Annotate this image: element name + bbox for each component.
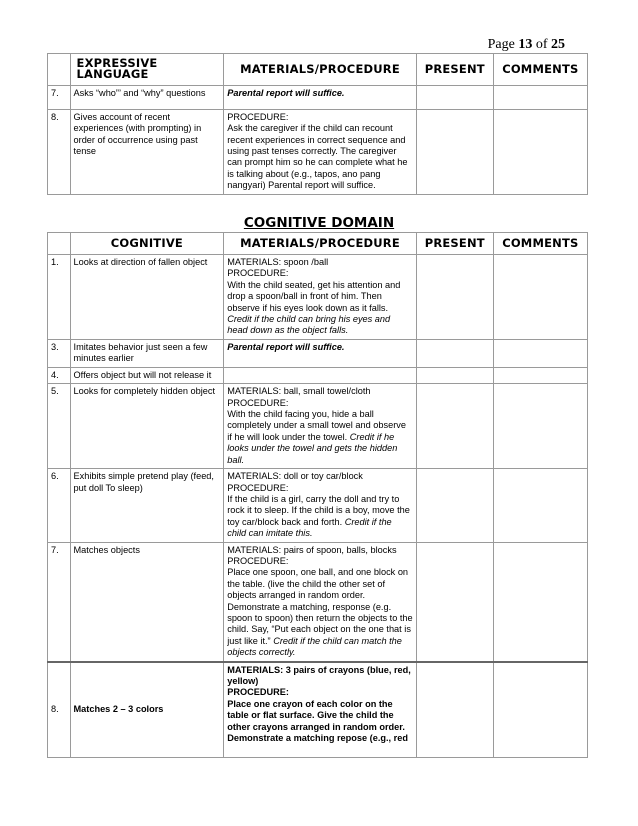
cognitive-table [47, 232, 588, 758]
present-cell[interactable] [416, 109, 493, 194]
present-cell[interactable] [416, 367, 493, 383]
comments-cell[interactable] [493, 384, 587, 469]
table-row: 7. Asks “who”’ and “why” questions Parental report will suffice. [48, 85, 588, 109]
comments-cell[interactable] [493, 367, 587, 383]
table-row: 8. Matches 2 – 3 colors MATERIALS: 3 pairs of crayons (blue, red, yellow) PROCEDURE: Place one crayon of each color on the table or flat surface. Give the child the other crayons arranged in random order. Demonstrate a matching repose (e.g., red [48, 662, 588, 758]
present-cell[interactable] [416, 85, 493, 109]
comments-cell[interactable] [493, 339, 587, 367]
header-skill: COGNITIVE [70, 233, 224, 255]
table-row: 4. Offers object but will not release it [48, 367, 588, 383]
present-cell[interactable] [416, 542, 493, 662]
table-row: 1. Looks at direction of fallen object MATERIALS: spoon /ball PROCEDURE: With the child seated, get his attention and drop a spoon/ball in front of him. Then observe if his eyes look down as it falls. Credit if the child can bring his eyes and head down as the object falls. [48, 255, 588, 340]
present-cell[interactable] [416, 255, 493, 340]
header-skill: EXPRESSIVE LANGUAGE [70, 54, 224, 86]
header-comments: COMMENTS [493, 233, 587, 255]
comments-cell[interactable] [493, 469, 587, 542]
present-cell[interactable] [416, 339, 493, 367]
section-title: COGNITIVE DOMAIN [243, 215, 395, 231]
comments-cell[interactable] [493, 85, 587, 109]
comments-cell[interactable] [493, 542, 587, 662]
table-row: 6. Exhibits simple pretend play (feed, put doll To sleep) MATERIALS: doll or toy car/block PROCEDURE: If the child is a girl, carry the doll and try to rock it to sleep. If the child is a boy, move the toy car/block back and forth. Credit if the child can imitate this. [48, 469, 588, 542]
comments-cell[interactable] [493, 662, 587, 758]
table-row: 5. Looks for completely hidden object MATERIALS: ball, small towel/cloth PROCEDURE: With the child facing you, hide a ball completely under a small towel and observe if he will look under the towel. Credit if he looks under the towel and gets the hidden ball. [48, 384, 588, 469]
comments-cell[interactable] [493, 255, 587, 340]
present-cell[interactable] [416, 469, 493, 542]
header-materials: MATERIALS/PROCEDURE [224, 54, 417, 86]
page-number: Page 13 of 25 [487, 37, 565, 52]
table-row: 8. Gives account of recent experiences (with prompting) in order of occurrence using past tense PROCEDURE: Ask the caregiver if the child can recount recent experiences in correct sequence and using past tenses correctly. The caregiver can prompt him so he can complete what he is talking about (e.g., tapos, ano pang nangyari) Parental report will suffice. [48, 109, 588, 194]
present-cell[interactable] [416, 384, 493, 469]
header-present: PRESENT [416, 233, 493, 255]
header-materials: MATERIALS/PROCEDURE [224, 233, 417, 255]
header-present: PRESENT [416, 54, 493, 86]
comments-cell[interactable] [493, 109, 587, 194]
present-cell[interactable] [416, 662, 493, 758]
table-row: 3. Imitates behavior just seen a few minutes earlier Parental report will suffice. [48, 339, 588, 367]
table-row: 7. Matches objects MATERIALS: pairs of spoon, balls, blocks PROCEDURE: Place one spoon, one ball, and one block on the table. (live the child the other set of objects arranged in random order. Demonstrate a matching, response (e.g. spoon to spoon) then return the objects to the child. Say, “Put each object on the one that is just like it.” Credit if the child can match the objects correctly. [48, 542, 588, 662]
expressive-language-table [47, 53, 588, 195]
header-comments: COMMENTS [493, 54, 587, 86]
